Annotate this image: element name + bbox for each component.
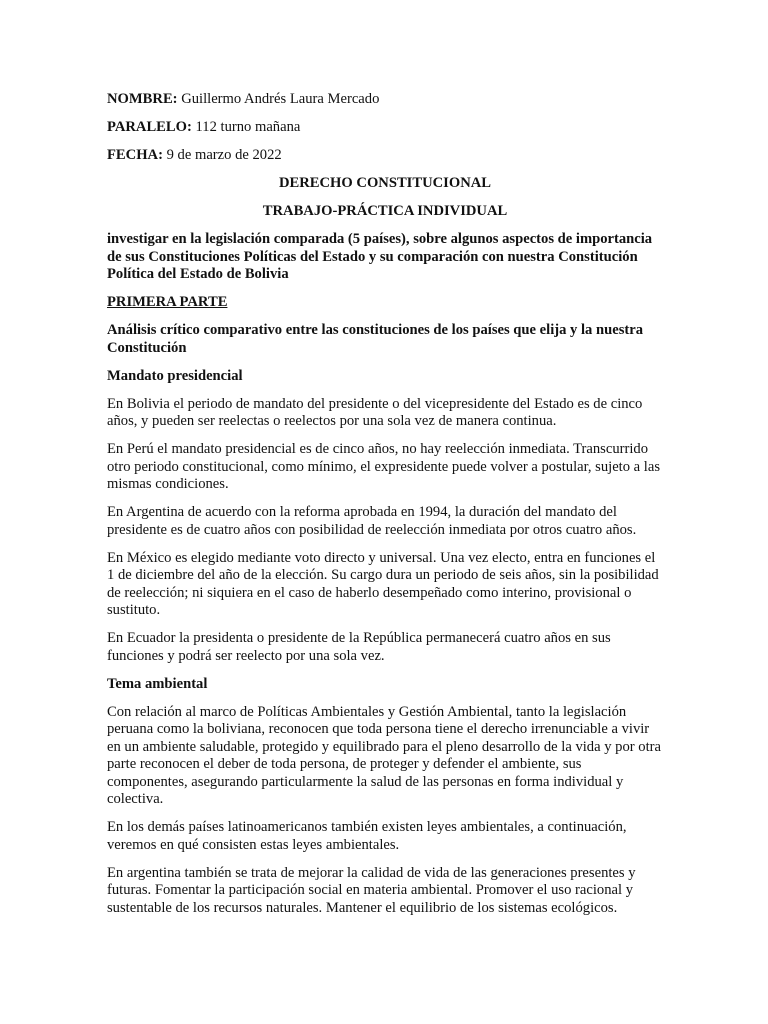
paragraph-ambiental-paises: En los demás países latinoamericanos también existen leyes ambientales, a continuación, veremos en qué consisten estas leyes ambientales. <box>107 819 627 853</box>
part-one-subtitle: Análisis crítico comparativo entre las constituciones de los países que elija y la nuestra Constitución <box>107 322 644 356</box>
nombre-label: NOMBRE: <box>107 91 178 107</box>
instructions-text: investigar en la legislación comparada (5 países), sobre algunos aspectos de importancia de sus Constituciones Políticas del Estado y su comparación con nuestra Constitución Política del Estado de Bolivia <box>107 231 653 282</box>
fecha-value: 9 de marzo de 2022 <box>166 147 282 163</box>
paragraph-mexico: En México es elegido mediante voto directo y universal. Una vez electo, entra en funciones el 1 de diciembre del año de la elección. Su cargo dura un periodo de seis años, sin la posibilidad de reelección; ni siquiera en el caso de haberlo desempeñado como interino, provisional o sustituto. <box>107 549 659 618</box>
document-page <box>107 91 663 928</box>
assignment-title: TRABAJO-PRÁCTICA INDIVIDUAL <box>262 203 508 219</box>
part-one-heading <box>107 294 663 312</box>
paralelo-line <box>107 119 663 137</box>
paragraph-ecuador: En Ecuador la presidenta o presidente de la República permanecerá cuatro años en sus funciones y podrá ser reelecto por una sola vez. <box>107 630 611 664</box>
paralelo-value: 112 turno mañana <box>195 119 301 135</box>
paragraph-ambiental-marco: Con relación al marco de Políticas Ambientales y Gestión Ambiental, tanto la legislación peruana como la boliviana, reconocen que toda persona tiene el derecho irrenunciable a vivir en un ambiente saludable, protegido y equilibrado para el pleno desarrollo de la vida y por otra parte reconocen el deber de toda persona, de proteger y defender el ambiente, sus componentes, asegurando particularmente la salud de las personas en forma individual y colectiva. <box>107 703 661 807</box>
fecha-label: FECHA: <box>107 147 163 163</box>
section-heading-mandato: Mandato presidencial <box>107 367 243 384</box>
paragraph-ambiental-argentina: En argentina también se trata de mejorar la calidad de vida de las generaciones presentes y futuras. Fomentar la participación social en materia ambiental. Promover el uso racional y sustentable de los recursos naturales. Mantener el equilibrio de los sistemas ecológicos. <box>107 864 636 916</box>
paragraph-bolivia: En Bolivia el periodo de mandato del presidente o del vicepresidente del Estado es de cinco años, y pueden ser reelectas o reelectos por una sola vez de manera continua. <box>107 395 643 429</box>
nombre-value: Guillermo Andrés Laura Mercado <box>181 91 380 107</box>
nombre-line <box>107 91 663 109</box>
paralelo-label: PARALELO: <box>107 119 192 135</box>
section-heading-ambiental: Tema ambiental <box>107 675 208 692</box>
paragraph-peru: En Perú el mandato presidencial es de cinco años, no hay reelección inmediata. Transcurrido otro periodo constitucional, como mínimo, el expresidente puede volver a postular, sujeto a las mismas condiciones. <box>107 441 661 492</box>
paragraph-argentina: En Argentina de acuerdo con la reforma aprobada en 1994, la duración del mandato del presidente es de cuatro años con posibilidad de reelección inmediata por otros cuatro años. <box>107 504 637 538</box>
fecha-line <box>107 147 663 165</box>
part-one-heading-text: PRIMERA PARTE <box>107 294 228 310</box>
subject-title: DERECHO CONSTITUCIONAL <box>278 175 492 191</box>
